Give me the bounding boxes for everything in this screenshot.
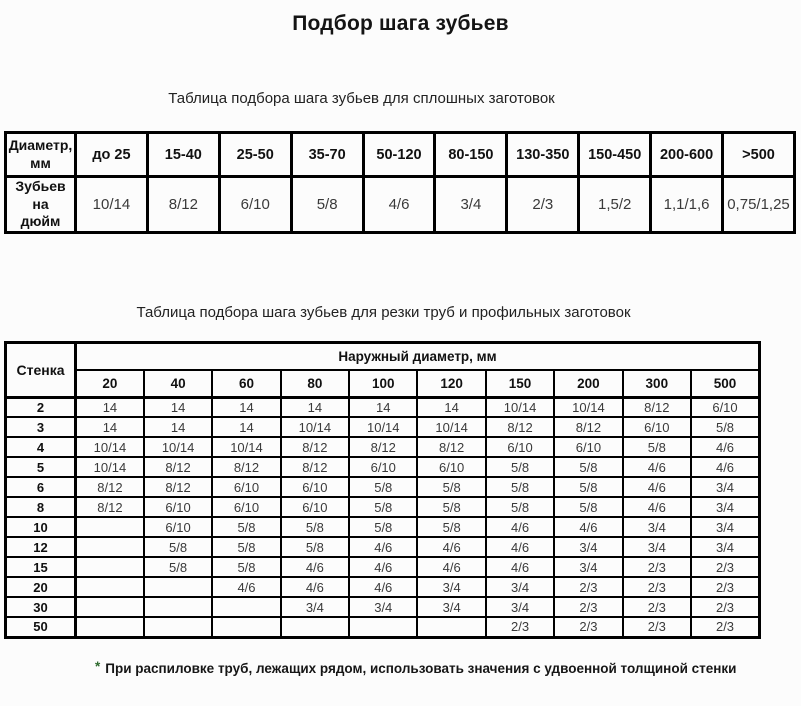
- table2-pitch-cell: 6/10: [554, 437, 622, 457]
- table-row: [6, 517, 760, 537]
- table2-pitch-cell: 10/14: [144, 437, 212, 457]
- table1-col-header: 25-50: [219, 133, 291, 177]
- table1-col-header: до 25: [76, 133, 148, 177]
- table2-corner-header: Стенка: [6, 342, 76, 397]
- table2-pitch-cell: 8/12: [144, 457, 212, 477]
- table2-col-header: 100: [349, 370, 417, 397]
- table2-pitch-cell: 5/8: [691, 417, 759, 437]
- table2-pitch-cell: 8/12: [417, 437, 485, 457]
- table2-pitch-cell: 14: [281, 397, 349, 417]
- table-row: [6, 557, 760, 577]
- table2-pitch-cell: 5/8: [417, 477, 485, 497]
- table2-pitch-cell: 2/3: [554, 617, 622, 637]
- table2-pitch-cell: 3/4: [349, 597, 417, 617]
- table2-pitch-cell: 14: [212, 397, 280, 417]
- table2-pitch-cell: 3/4: [623, 517, 691, 537]
- table2-pitch-cell: 5/8: [281, 537, 349, 557]
- table2-pitch-cell: 10/14: [554, 397, 622, 417]
- table2-row-label: 2: [6, 397, 76, 417]
- table1-diameter-header: [6, 133, 76, 177]
- table2-pitch-cell: 4/6: [349, 577, 417, 597]
- table2-row-label: 20: [6, 577, 76, 597]
- table2-col-header: 40: [144, 370, 212, 397]
- table2-pitch-cell: 5/8: [349, 477, 417, 497]
- table2-pitch-cell: 5/8: [554, 497, 622, 517]
- table1-pitch-cell: 1,1/1,6: [651, 177, 723, 233]
- table2-pitch-cell: [144, 617, 212, 637]
- table2-pitch-cell: 2/3: [623, 577, 691, 597]
- table2-pitch-cell: 5/8: [144, 537, 212, 557]
- table-row: [6, 437, 760, 457]
- table2-row-label: 30: [6, 597, 76, 617]
- table2-pitch-cell: [417, 617, 485, 637]
- table2-pitch-cell: 8/12: [144, 477, 212, 497]
- table1-pitch-cell: 0,75/1,25: [723, 177, 795, 233]
- table2-pitch-cell: 8/12: [281, 457, 349, 477]
- table1-col-header: 150-450: [579, 133, 651, 177]
- table2-pitch-cell: 8/12: [76, 477, 144, 497]
- table2-col-header: 150: [486, 370, 554, 397]
- table1-col-header: 200-600: [651, 133, 723, 177]
- table2-col-header: 120: [417, 370, 485, 397]
- table2-pitch-cell: 6/10: [623, 417, 691, 437]
- table1-diameter-header-line2: мм: [30, 154, 51, 171]
- table2-pitch-cell: 2/3: [623, 597, 691, 617]
- table2-pitch-cell: 10/14: [417, 417, 485, 437]
- table2-pitch-cell: 2/3: [554, 597, 622, 617]
- table1-col-header: 130-350: [507, 133, 579, 177]
- table2-pitch-cell: 8/12: [212, 457, 280, 477]
- table2-pitch-cell: 10/14: [76, 457, 144, 477]
- table2-pitch-cell: 2/3: [691, 597, 759, 617]
- table1-pitch-cell: 5/8: [291, 177, 363, 233]
- table2-pitch-cell: 2/3: [623, 617, 691, 637]
- table-row: [6, 342, 760, 370]
- table2-pitch-cell: [212, 617, 280, 637]
- table1-tpi-header-line2: дюйм: [20, 213, 61, 229]
- table2-pitch-cell: 5/8: [554, 457, 622, 477]
- table2-pitch-cell: 3/4: [623, 537, 691, 557]
- solid-workpiece-table: [4, 131, 796, 234]
- table2-pitch-cell: 2/3: [691, 617, 759, 637]
- table1-pitch-cell: 6/10: [219, 177, 291, 233]
- table2-pitch-cell: [76, 557, 144, 577]
- table2-pitch-cell: [76, 617, 144, 637]
- table2-pitch-cell: 10/14: [281, 417, 349, 437]
- table-row: [6, 417, 760, 437]
- table2-pitch-cell: 6/10: [212, 477, 280, 497]
- table2-pitch-cell: 6/10: [486, 437, 554, 457]
- table2-pitch-cell: 3/4: [417, 577, 485, 597]
- table2-pitch-cell: 4/6: [486, 517, 554, 537]
- table2-pitch-cell: 5/8: [486, 497, 554, 517]
- table2-row-label: 12: [6, 537, 76, 557]
- table2-pitch-cell: 14: [76, 417, 144, 437]
- table-row: [6, 597, 760, 617]
- table2-pitch-cell: [144, 597, 212, 617]
- table1-pitch-cell: 4/6: [363, 177, 435, 233]
- table2-pitch-cell: 4/6: [281, 577, 349, 597]
- footnote-text: При распиловке труб, лежащих рядом, использовать значения с удвоенной толщиной стенки: [105, 660, 737, 676]
- table2-pitch-cell: 4/6: [623, 497, 691, 517]
- table2-row-label: 15: [6, 557, 76, 577]
- table2-pitch-cell: 14: [212, 417, 280, 437]
- table2-pitch-cell: 6/10: [417, 457, 485, 477]
- table-row: [6, 133, 795, 177]
- table-row: [6, 397, 760, 417]
- table1-pitch-cell: 8/12: [147, 177, 219, 233]
- table1-diameter-header-line1: Диаметр,: [8, 137, 73, 153]
- table2-pitch-cell: 4/6: [691, 457, 759, 477]
- table2-pitch-cell: 8/12: [554, 417, 622, 437]
- table2-pitch-cell: 2/3: [691, 557, 759, 577]
- table2-pitch-cell: 3/4: [691, 497, 759, 517]
- table2-pitch-cell: 2/3: [623, 557, 691, 577]
- table2-pitch-cell: 5/8: [486, 477, 554, 497]
- table1-pitch-cell: 1,5/2: [579, 177, 651, 233]
- table2-pitch-cell: 5/8: [623, 437, 691, 457]
- table2-pitch-cell: 5/8: [212, 537, 280, 557]
- table2-pitch-cell: 4/6: [486, 557, 554, 577]
- table2-pitch-cell: [76, 577, 144, 597]
- table1-tpi-header: [6, 177, 76, 233]
- table2-pitch-cell: 3/4: [691, 517, 759, 537]
- table2-pitch-cell: 5/8: [417, 517, 485, 537]
- table2-pitch-cell: 3/4: [417, 597, 485, 617]
- table2-caption: Таблица подбора шага зубьев для резки труб и профильных заготовок: [136, 303, 631, 321]
- table2-pitch-cell: 4/6: [349, 557, 417, 577]
- table2-pitch-cell: 10/14: [486, 397, 554, 417]
- table2-pitch-cell: [281, 617, 349, 637]
- table2-pitch-cell: [144, 577, 212, 597]
- table2-pitch-cell: [76, 517, 144, 537]
- pipe-profile-table: [4, 341, 761, 639]
- table2-col-header: 300: [623, 370, 691, 397]
- table2-col-header: 200: [554, 370, 622, 397]
- table2-pitch-cell: 14: [144, 397, 212, 417]
- table-row: [6, 457, 760, 477]
- table1-col-header: 35-70: [291, 133, 363, 177]
- table2-pitch-cell: 3/4: [486, 597, 554, 617]
- table2-pitch-cell: 4/6: [554, 517, 622, 537]
- table2-pitch-cell: 5/8: [554, 477, 622, 497]
- table2-pitch-cell: 3/4: [691, 537, 759, 557]
- table2-col-header: 500: [691, 370, 759, 397]
- table2-pitch-cell: 2/3: [554, 577, 622, 597]
- table2-pitch-cell: [76, 597, 144, 617]
- table2-pitch-cell: 3/4: [554, 557, 622, 577]
- table2-pitch-cell: 4/6: [212, 577, 280, 597]
- table2-pitch-cell: 14: [76, 397, 144, 417]
- table1-pitch-cell: 3/4: [435, 177, 507, 233]
- table2-pitch-cell: 2/3: [691, 577, 759, 597]
- table2-pitch-cell: 4/6: [691, 437, 759, 457]
- table-row: [6, 537, 760, 557]
- table2-pitch-cell: 14: [417, 397, 485, 417]
- table2-pitch-cell: 6/10: [281, 477, 349, 497]
- table2-pitch-cell: 6/10: [349, 457, 417, 477]
- table1-caption: Таблица подбора шага зубьев для сплошных заготовок: [168, 90, 555, 107]
- table2-row-label: 50: [6, 617, 76, 637]
- table-row: [6, 617, 760, 637]
- table1-col-header: 50-120: [363, 133, 435, 177]
- table2-pitch-cell: 6/10: [691, 397, 759, 417]
- table1-col-header: >500: [723, 133, 795, 177]
- table1-pitch-cell: 2/3: [507, 177, 579, 233]
- table2-pitch-cell: 10/14: [76, 437, 144, 457]
- table2-row-label: 8: [6, 497, 76, 517]
- table2-pitch-cell: 3/4: [691, 477, 759, 497]
- table-row: [6, 577, 760, 597]
- table1-tpi-header-line1: Зубьев на: [15, 178, 66, 212]
- table2-col-header: 60: [212, 370, 280, 397]
- table2-pitch-cell: 5/8: [486, 457, 554, 477]
- table2-pitch-cell: 5/8: [212, 517, 280, 537]
- table2-pitch-cell: 10/14: [212, 437, 280, 457]
- table2-pitch-cell: 3/4: [281, 597, 349, 617]
- table1-col-header: 80-150: [435, 133, 507, 177]
- table2-pitch-cell: 3/4: [486, 577, 554, 597]
- table2-group-header: Наружный диаметр, мм: [76, 342, 760, 370]
- table2-pitch-cell: 5/8: [281, 517, 349, 537]
- document: [0, 12, 801, 676]
- table1-pitch-cell: 10/14: [76, 177, 148, 233]
- table1-col-header: 15-40: [147, 133, 219, 177]
- footnote: [95, 658, 801, 676]
- table2-pitch-cell: 8/12: [349, 437, 417, 457]
- table2-pitch-cell: 4/6: [623, 477, 691, 497]
- table2-pitch-cell: 6/10: [144, 497, 212, 517]
- table2-pitch-cell: 5/8: [349, 497, 417, 517]
- table-row: [6, 497, 760, 517]
- table2-pitch-cell: 8/12: [623, 397, 691, 417]
- table2-pitch-cell: 10/14: [349, 417, 417, 437]
- table2-pitch-cell: 4/6: [349, 537, 417, 557]
- table2-row-label: 4: [6, 437, 76, 457]
- table2-pitch-cell: 5/8: [417, 497, 485, 517]
- table2-pitch-cell: 2/3: [486, 617, 554, 637]
- table2-pitch-cell: 4/6: [486, 537, 554, 557]
- table2-pitch-cell: 4/6: [417, 537, 485, 557]
- table2-pitch-cell: 4/6: [417, 557, 485, 577]
- table2-pitch-cell: 5/8: [349, 517, 417, 537]
- table2-pitch-cell: [76, 537, 144, 557]
- page-title: Подбор шага зубьев: [292, 12, 509, 35]
- footnote-asterisk: *: [95, 658, 101, 674]
- table2-pitch-cell: 5/8: [212, 557, 280, 577]
- table2-pitch-cell: 8/12: [281, 437, 349, 457]
- table2-pitch-cell: 6/10: [212, 497, 280, 517]
- table2-row-label: 3: [6, 417, 76, 437]
- table2-pitch-cell: 8/12: [76, 497, 144, 517]
- table-row: [6, 477, 760, 497]
- table2-pitch-cell: 6/10: [281, 497, 349, 517]
- table-row: [6, 177, 795, 233]
- table2-pitch-cell: 6/10: [144, 517, 212, 537]
- table2-pitch-cell: 4/6: [623, 457, 691, 477]
- table2-pitch-cell: 5/8: [144, 557, 212, 577]
- table2-col-header: 20: [76, 370, 144, 397]
- table2-pitch-cell: 4/6: [281, 557, 349, 577]
- table-row: [6, 370, 760, 397]
- table2-pitch-cell: 3/4: [554, 537, 622, 557]
- table2-pitch-cell: [212, 597, 280, 617]
- table2-pitch-cell: [349, 617, 417, 637]
- table2-row-label: 10: [6, 517, 76, 537]
- table2-pitch-cell: 14: [349, 397, 417, 417]
- table2-col-header: 80: [281, 370, 349, 397]
- table2-pitch-cell: 8/12: [486, 417, 554, 437]
- table2-pitch-cell: 14: [144, 417, 212, 437]
- table2-row-label: 6: [6, 477, 76, 497]
- table2-row-label: 5: [6, 457, 76, 477]
